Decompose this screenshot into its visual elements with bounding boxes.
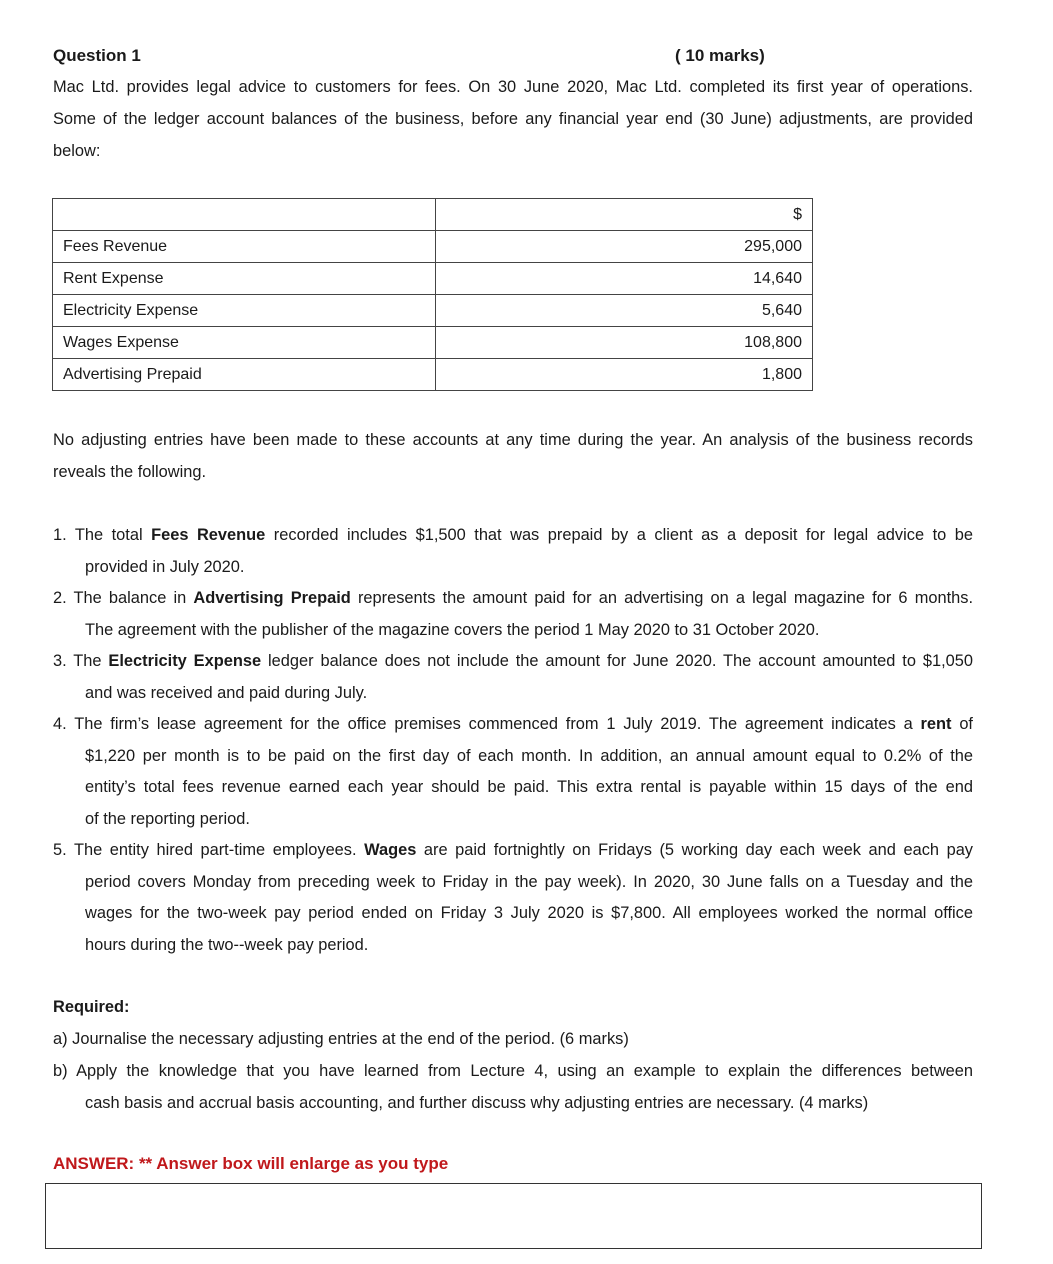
account-name: Rent Expense [53,263,436,295]
analysis-line-2: reveals the following. [53,463,207,481]
list-item [53,646,973,678]
analysis-line-1: No adjusting entries have been made to these accounts at any time during the year. An analysis of the business records [53,431,973,449]
list-item-keyword: Advertising Prepaid [193,589,351,607]
list-item-text: 1. The total [53,526,152,544]
table-row [53,327,813,359]
list-item-continuation: $1,220 per month is to be paid on the first day of each month. In addition, an annual amount equal to 0.2% of the [85,746,973,765]
list-item-text: 3. The [53,652,109,670]
list-item-text: 5. The entity hired part-time employees. [53,841,365,859]
intro-line-1: Mac Ltd. provides legal advice to customers for fees. On 30 June 2020, Mac Ltd. completed its first year of operations. [53,78,973,96]
list-item-text: 4. The firm’s lease agreement for the office premises commenced from 1 July 2019. The agreement indicates a [53,715,921,733]
list-item-keyword: Fees Revenue [151,526,266,544]
account-amount: 5,640 [436,295,813,327]
list-item-text: ledger balance does not include the amount for June 2020. The account amounted to $1,050 [261,652,973,670]
list-item-text: are paid fortnightly on Fridays (5 working day each week and each pay [416,841,974,859]
account-name: Advertising Prepaid [53,359,436,391]
list-item [53,709,973,741]
list-item-continuation: provided in July 2020. [85,557,245,576]
list-item-continuation: entity’s total fees revenue earned each year should be paid. This extra rental is payable within 15 days of the end [85,778,973,796]
required-part-a: a) Journalise the necessary adjusting entries at the end of the period. (6 marks) [53,1030,629,1048]
required-part-b-line-2: cash basis and accrual basis accounting, and further discuss why adjusting entries are necessary. (4 marks) [85,1094,869,1112]
list-item-keyword: Electricity Expense [108,652,262,670]
account-name: Electricity Expense [53,295,436,327]
list-item [53,583,973,615]
table-row [53,295,813,327]
list-item-continuation: and was received and paid during July. [85,683,368,702]
question-marks: ( 10 marks) [675,46,765,65]
account-amount: 1,800 [436,359,813,391]
list-item-continuation: of the reporting period. [85,809,250,828]
account-name: Fees Revenue [53,231,436,263]
table-row [53,199,813,231]
table-row [53,359,813,391]
list-item-keyword: rent [920,715,952,733]
list-item [53,835,973,867]
table-header-currency: $ [436,199,813,231]
list-item-text: 2. The balance in [53,589,194,607]
account-amount: 108,800 [436,327,813,359]
account-name: Wages Expense [53,327,436,359]
account-amount: 295,000 [436,231,813,263]
answer-textbox[interactable] [45,1183,982,1249]
numbered-list [53,520,973,961]
table-row [53,231,813,263]
list-item-continuation: The agreement with the publisher of the magazine covers the period 1 May 2020 to 31 October 2020. [85,620,820,639]
list-item-text: represents the amount paid for an advertising on a legal magazine for 6 months. [350,589,973,607]
answer-label: ANSWER: ** Answer box will enlarge as you type [53,1154,449,1173]
required-heading: Required: [53,998,130,1016]
ledger-table [52,198,813,391]
account-amount: 14,640 [436,263,813,295]
list-item [53,520,973,552]
list-item-continuation: wages for the two-week pay period ended on Friday 3 July 2020 is $7,800. All employees worked the normal office [85,904,973,922]
list-item-continuation: period covers Monday from preceding week to Friday in the pay week). In 2020, 30 June falls on a Tuesday and the [85,872,973,891]
question-title: Question 1 [53,46,141,65]
intro-line-2: Some of the ledger account balances of the business, before any financial year end (30 June) adjustments, are provided [53,110,973,128]
list-item-text: of [951,715,973,733]
required-part-b-line-1: b) Apply the knowledge that you have learned from Lecture 4, using an example to explain the differences between [53,1062,973,1080]
table-row [53,263,813,295]
list-item-text: recorded includes $1,500 that was prepaid by a client as a deposit for legal advice to be [265,526,973,544]
table-header-account [53,199,436,231]
list-item-continuation: hours during the two--week pay period. [85,935,369,954]
intro-line-3: below: [53,142,101,160]
list-item-keyword: Wages [364,841,417,859]
